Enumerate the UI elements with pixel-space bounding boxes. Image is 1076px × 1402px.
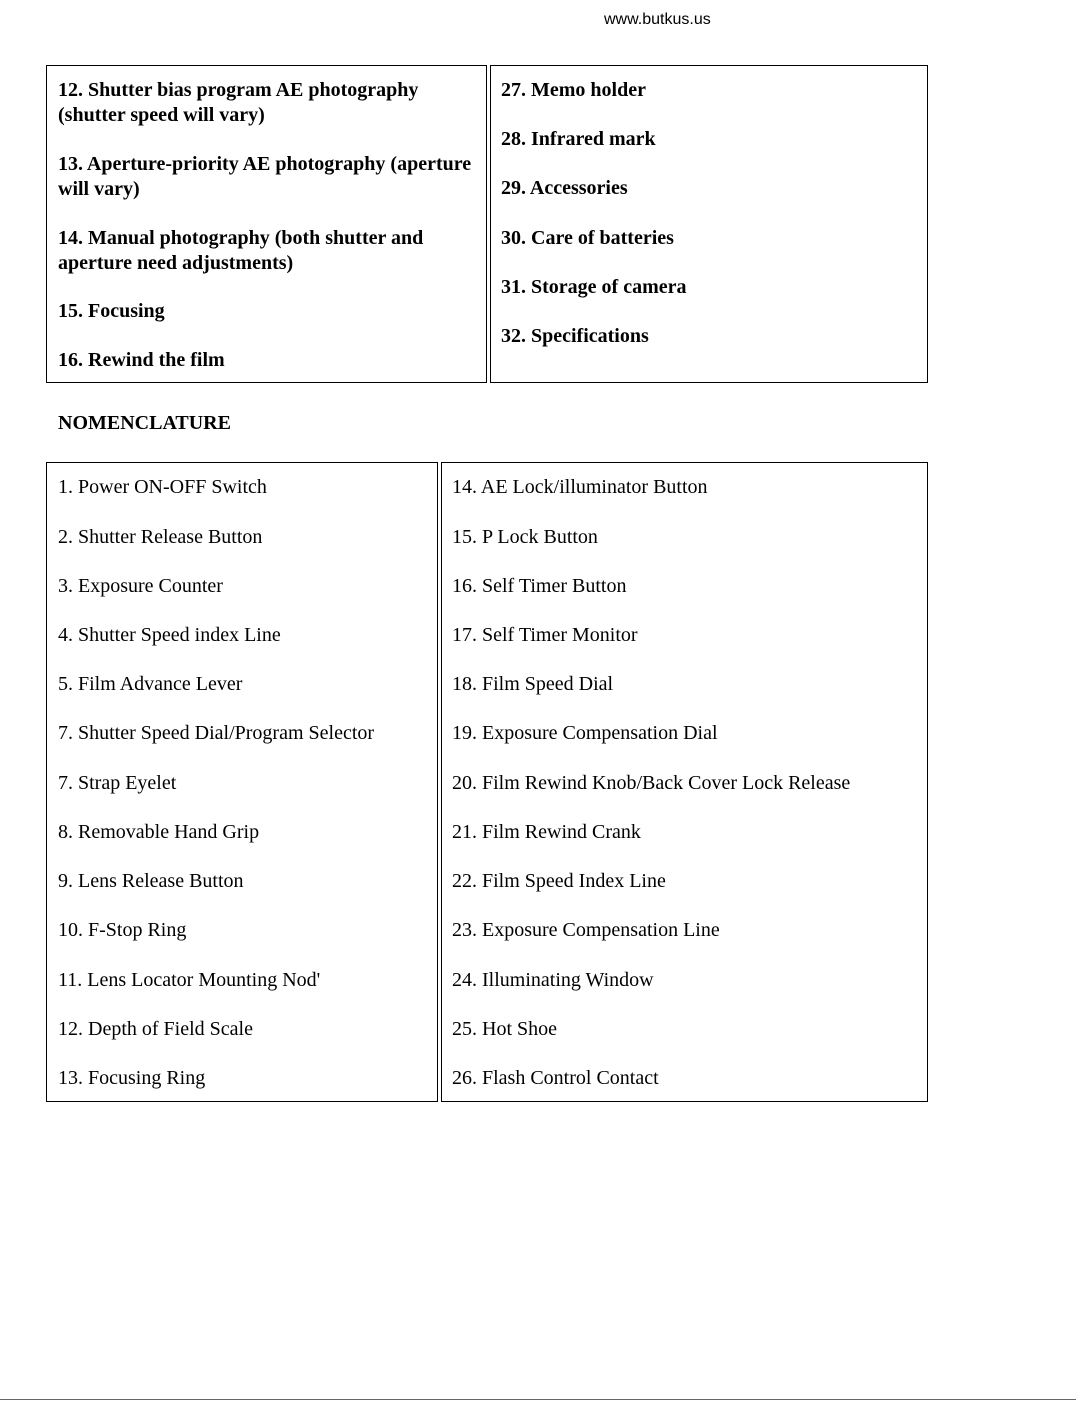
- contents-item-31: 31. Storage of camera: [501, 276, 687, 298]
- nomenclature-item: 25. Hot Shoe: [452, 1018, 557, 1040]
- nomenclature-item: 7. Strap Eyelet: [58, 772, 177, 794]
- nomenclature-item: 16. Self Timer Button: [452, 575, 627, 597]
- nomenclature-item: 9. Lens Release Button: [58, 870, 244, 892]
- nomenclature-item: 5. Film Advance Lever: [58, 673, 243, 695]
- contents-item-29: 29. Accessories: [501, 177, 628, 199]
- nomenclature-item: 8. Removable Hand Grip: [58, 821, 260, 843]
- nomenclature-item: 18. Film Speed Dial: [452, 673, 614, 695]
- nomenclature-item: 14. AE Lock/illuminator Button: [452, 476, 708, 498]
- nomenclature-item: 21. Film Rewind Crank: [452, 821, 641, 843]
- nomenclature-item: 24. Illuminating Window: [452, 969, 654, 991]
- nomenclature-item: 19. Exposure Compensation Dial: [452, 722, 718, 744]
- nomenclature-item: 2. Shutter Release Button: [58, 526, 263, 548]
- contents-item-14: 14. Manual photography (both shutter and aperture need adjustments): [58, 227, 424, 274]
- nomenclature-item: 12. Depth of Field Scale: [58, 1018, 253, 1040]
- contents-right-box: [490, 65, 928, 383]
- page-bottom-rule: [0, 1399, 1076, 1400]
- contents-item-12: 12. Shutter bias program AE photography (shutter speed will vary): [58, 79, 419, 126]
- contents-left-box: [46, 65, 487, 383]
- nomenclature-item: 10. F-Stop Ring: [58, 919, 187, 941]
- nomenclature-right-box: [441, 462, 928, 1102]
- nomenclature-item: 20. Film Rewind Knob/Back Cover Lock Release: [452, 772, 851, 794]
- nomenclature-item: 23. Exposure Compensation Line: [452, 919, 720, 941]
- contents-item-28: 28. Infrared mark: [501, 128, 656, 150]
- header-url[interactable]: www.butkus.us: [604, 11, 711, 28]
- nomenclature-item: 7. Shutter Speed Dial/Program Selector: [58, 722, 375, 744]
- nomenclature-item: 4. Shutter Speed index Line: [58, 624, 281, 646]
- nomenclature-item: 3. Exposure Counter: [58, 575, 223, 597]
- nomenclature-item: 13. Focusing Ring: [58, 1067, 206, 1089]
- contents-item-30: 30. Care of batteries: [501, 227, 674, 249]
- nomenclature-item: 17. Self Timer Monitor: [452, 624, 638, 646]
- contents-item-16: 16. Rewind the film: [58, 349, 225, 371]
- nomenclature-item: 1. Power ON-OFF Switch: [58, 476, 267, 498]
- contents-item-13: 13. Aperture-priority AE photography (aperture will vary): [58, 153, 472, 200]
- nomenclature-item: 22. Film Speed Index Line: [452, 870, 666, 892]
- nomenclature-heading: NOMENCLATURE: [58, 412, 231, 434]
- contents-item-27: 27. Memo holder: [501, 79, 646, 101]
- nomenclature-item: 11. Lens Locator Mounting Nod': [58, 969, 321, 991]
- nomenclature-item: 26. Flash Control Contact: [452, 1067, 659, 1089]
- nomenclature-item: 15. P Lock Button: [452, 526, 598, 548]
- contents-item-32: 32. Specifications: [501, 325, 649, 347]
- nomenclature-left-box: [46, 462, 438, 1102]
- contents-item-15: 15. Focusing: [58, 300, 165, 322]
